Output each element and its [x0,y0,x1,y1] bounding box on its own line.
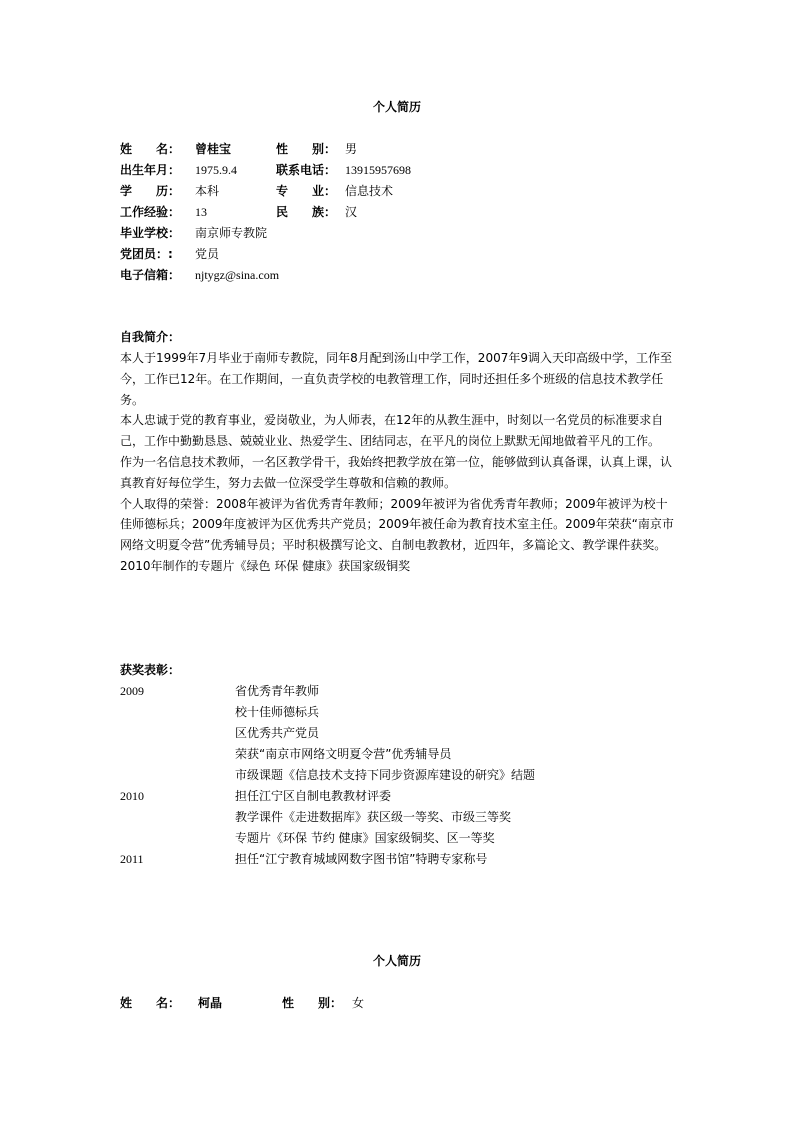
intro-paragraph: 本人于1999年7月毕业于南师专教院，同年8月配到汤山中学工作，2007年9调入天印高级中学，工作至今，工作已12年。在工作期间，一直负责学校的电教管理工作，同时还担任多个班级的信息技术教学任务。 [120,351,672,407]
birth-value: 1975.9.4 [195,163,237,177]
party-value: 党员 [195,247,220,261]
name-label: 姓 名： [120,142,181,156]
award-text: 专题片《环保 节约 健康》国家级铜奖、区一等奖 [235,831,495,845]
name-value: 曾桂宝 [195,142,232,156]
intro-text [120,348,678,577]
award-text: 市级课题《信息技术支持下同步资源库建设的研究》结题 [235,768,536,782]
award-year: 2009 [120,684,144,698]
award-text: 区优秀共产党员 [235,726,320,740]
major-value: 信息技术 [345,184,394,198]
award-text: 校十佳师德标兵 [235,705,320,719]
experience-value: 13 [195,205,207,219]
ethnicity-label: 民 族： [276,205,337,219]
page-title: 个人简历 [373,100,422,114]
birth-label: 出生年月： [120,163,181,177]
award-text: 荣获“南京市网络文明夏令营”优秀辅导员 [235,747,452,761]
award-text: 担任“江宁教育城域网数字图书馆”特聘专家称号 [235,852,488,866]
education-value: 本科 [195,184,220,198]
award-text: 教学课件《走进数据库》获区级一等奖、市级三等奖 [235,810,512,824]
gender-value-2: 女 [352,996,365,1010]
gender-value: 男 [345,142,358,156]
school-label: 毕业学校： [120,226,181,240]
school-value: 南京师专教院 [195,226,268,240]
page-title-2: 个人简历 [373,954,422,968]
gender-label: 性 别： [276,142,337,156]
intro-paragraph: 本人忠诚于党的教育事业，爱岗敬业，为人师表，在12年的从教生涯中，时刻以一名党员的标准要求自己，工作中勤勤恳恳、兢兢业业、热爱学生、团结同志，在平凡的岗位上默默无闻地做着平凡的工作。 [120,413,664,449]
intro-heading: 自我简介： [120,330,181,344]
phone-label: 联系电话： [276,163,337,177]
ethnicity-value: 汉 [345,205,358,219]
email-label: 电子信箱： [120,268,181,282]
award-text: 担任江宁区自制电教教材评委 [235,789,392,803]
phone-value: 13915957698 [345,163,411,177]
education-label: 学 历： [120,184,181,198]
email-value: njtygz@sina.com [195,268,280,282]
party-label: 党团员：: [120,247,173,261]
major-label: 专 业： [276,184,337,198]
experience-label: 工作经验： [120,205,181,219]
award-year: 2010 [120,789,144,803]
name-label-2: 姓 名： [120,996,181,1010]
name-value-2: 柯晶 [198,996,223,1010]
intro-paragraph: 个人取得的荣誉：2008年被评为省优秀青年教师；2009年被评为省优秀青年教师；2009年被评为校十佳师德标兵；2009年度被评为区优秀共产党员；2009年被任命为教育技术室主任。2009年荣获“南京市网络文明夏令营”优秀辅导员；平时积极撰写论文、自制电教教材，近四年，多篇论文、教学课件获奖。2010年制作的专题片《绿色 环保 健康》获国家级铜奖 [120,496,674,573]
gender-label-2: 性 别： [282,996,343,1010]
award-year: 2011 [120,852,144,866]
intro-paragraph: 作为一名信息技术教师，一名区教学骨干，我始终把教学放在第一位，能够做到认真备课，认真上课，认真教育好每位学生，努力去做一位深受学生尊敬和信赖的教师。 [120,454,673,490]
award-text: 省优秀青年教师 [235,684,320,698]
awards-heading: 获奖表彰： [120,663,181,677]
